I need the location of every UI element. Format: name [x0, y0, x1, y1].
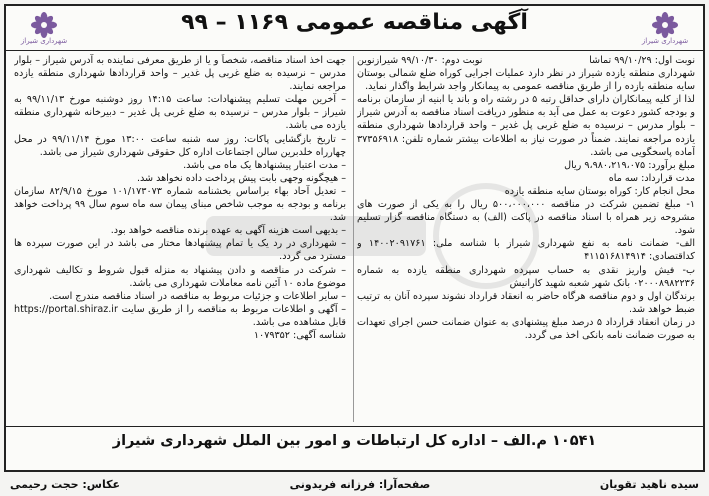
paragraph: – سایر اطلاعات و جزئیات مربوط به مناقصه در اسناد مناقصه مندرج است.: [49, 290, 346, 302]
paragraph: – تاریخ بازگشایی پاکات: روز سه شنبه ساعت ۱۳:۰۰ مورخ ۹۹/۱۱/۱۴ در محل چهارراه خلدبرین سالن اجتماعات اداره کل حقوقی شهرداری شیراز می باشد.: [14, 133, 346, 158]
paragraph: برندگان اول و دوم مناقصه هرگاه حاضر به انعقاد قرارداد نشوند سپرده آنان به ترتیب ضبط خواهد شد.: [357, 290, 695, 315]
paragraph: – هیچگونه وجهی بابت پیش پرداخت داده نخواهد شد.: [136, 172, 346, 184]
credit-photographer: عکاس: حجت رحیمی: [10, 477, 121, 491]
publication-dates: [357, 54, 695, 67]
first-publication-date: نوبت اول: ۹۹/۱۰/۲۹ تماشا: [589, 55, 695, 66]
contract-duration: مدت قرارداد: سه ماه: [608, 172, 695, 184]
paragraph: ب- فیش واریز نقدی به حساب سپرده شهرداری منطقه یازده به شماره ۰۲۰۰۰۸۹۸۲۲۳۶ بانک شهر شعبه شهید کارانیش: [357, 264, 695, 289]
tender-notice: [4, 4, 705, 472]
paragraph: – شرکت در مناقصه و دادن پیشنهاد به منزله قبول شروط و تکالیف شهرداری موضوع ماده ۱۰ آئین نامه معاملات شهرداری می باشد.: [14, 264, 346, 289]
paragraph: الف- ضمانت نامه به نفع شهرداری شیراز با شناسه ملی: ۱۴۰۰۲۰۹۱۷۶۱ و کداقتصادی: ۴۱۱۵۱۶۸۱۴۹۱۴: [357, 238, 695, 263]
portal-link-paragraph: – آگهی و اطلاعات مربوط به مناقصه را از طریق سایت https://portal.shiraz.ir قابل مشاهده می باشد.: [14, 303, 346, 328]
paragraph: لذا از کلیه پیمانکاران دارای حداقل رتبه ۵ در رشته راه و باند یا ابنیه از سازمان برنامه و بودجه کشور دعوت به عمل می آید به منظور دریافت اسناد مناقصه به آدرس شیراز – بلوار مدرس – نرسیده به ضلع غربی پل غدیر – واحد قراردادها شهرداری منطقه یازده مراجعه نمایند. ضمناً در صورت نیاز به اطلاعات بیشتر شماره تلفن: ۳۷۳۵۶۹۱۸ آماده پاسخگویی می باشد.: [357, 94, 695, 158]
page-credits: [0, 474, 709, 494]
notice-header: [6, 6, 703, 51]
paragraph: شهرداری منطقه یازده شیراز در نظر دارد عملیات اجرایی کوراه ضلع شمالی بوستان سایه منطقه یازده را از طریق مناقصه عمومی به پیمانکار واجد شرایط واگذار نماید.: [357, 68, 695, 93]
flower-logo-icon: [29, 11, 59, 39]
paragraph: ۱- مبلغ تضمین شرکت در مناقصه ۵۰۰،۰۰۰،۰۰۰ ریال را به یکی از صورت های مشروحه زیر همراه با اسناد مناقصه در پاکت (الف) به دستگاه مناقصه گزار تسلیم شود.: [357, 199, 695, 237]
credit-author: سیده ناهید تقویان: [599, 477, 699, 491]
estimate-amount: مبلغ برآورد: ۹،۹۸۰،۲۱۹،۰۷۵ ریال: [564, 159, 695, 171]
column-divider: [353, 56, 354, 422]
paragraph: – آخرین مهلت تسلیم پیشنهادات: ساعت ۱۴:۱۵ روز دوشنبه مورخ ۹۹/۱۱/۱۳ به شیراز – بلوار مدرس – نرسیده به ضلع غربی پل غدیر – دبیرخانه شهرداری منطقه یازده می باشد.: [14, 94, 346, 132]
paragraph: – بدیهی است هزینه آگهی به عهده برنده مناقصه خواهد بود.: [110, 225, 346, 237]
notice-title: آگهی مناقصه عمومی ۱۱۶۹ – ۹۹: [181, 10, 528, 35]
paragraph: در زمان انعقاد قرارداد ۵ درصد مبلغ پیشنهادی به عنوان ضمانت حسن اجرای تعهدات به صورت ضمانت نامه بانکی اخذ می گردد.: [357, 316, 695, 341]
credit-layout: صفحه‌آرا: فرزانه فریدونی: [289, 477, 431, 491]
notice-left-column: [14, 54, 346, 424]
notice-id: شناسه آگهی: ۱۰۷۹۳۵۲: [253, 329, 346, 341]
notice-right-column: [357, 54, 695, 424]
logo-caption: شهرداری شیراز: [641, 37, 689, 45]
paragraph: – مدت اعتبار پیشنهادها یک ماه می باشد.: [183, 159, 346, 171]
logo-caption: شهرداری شیراز: [20, 37, 68, 45]
work-location: محل انجام کار: کوراه بوستان سایه منطقه یازده: [504, 185, 695, 197]
paragraph: جهت اخذ اسناد مناقصه، شخصاً و یا از طریق معرفی نماینده به آدرس شیراز – بلوار مدرس – نرسیده به ضلع غربی پل غدیر – واحد قراردادها شهرداری منطقه یازده مراجعه نمایند.: [14, 55, 346, 93]
notice-footer: ۱۰۵۴۱ م.الف – اداره کل ارتباطات و امور بین الملل شهرداری شیراز: [6, 426, 703, 455]
second-publication-date: نوبت دوم: ۹۹/۱۰/۳۰ شیرازنوین: [357, 55, 483, 66]
municipality-logo-left: [14, 8, 74, 48]
paragraph: – تعدیل آحاد بهاء براساس بخشنامه شماره ۱۰۱/۱۷۳۰۷۳ مورخ ۸۲/۹/۱۵ سازمان برنامه و بودجه به موجب شاخص مبنای پیمان سه ماه سوم سال ۹۹ پرداخت خواهد شد.: [14, 185, 346, 224]
paragraph: – شهرداری در رد یک یا تمام پیشنهادها مختار می باشد در این صورت سپرده ها مسترد می گردد.: [14, 238, 346, 263]
